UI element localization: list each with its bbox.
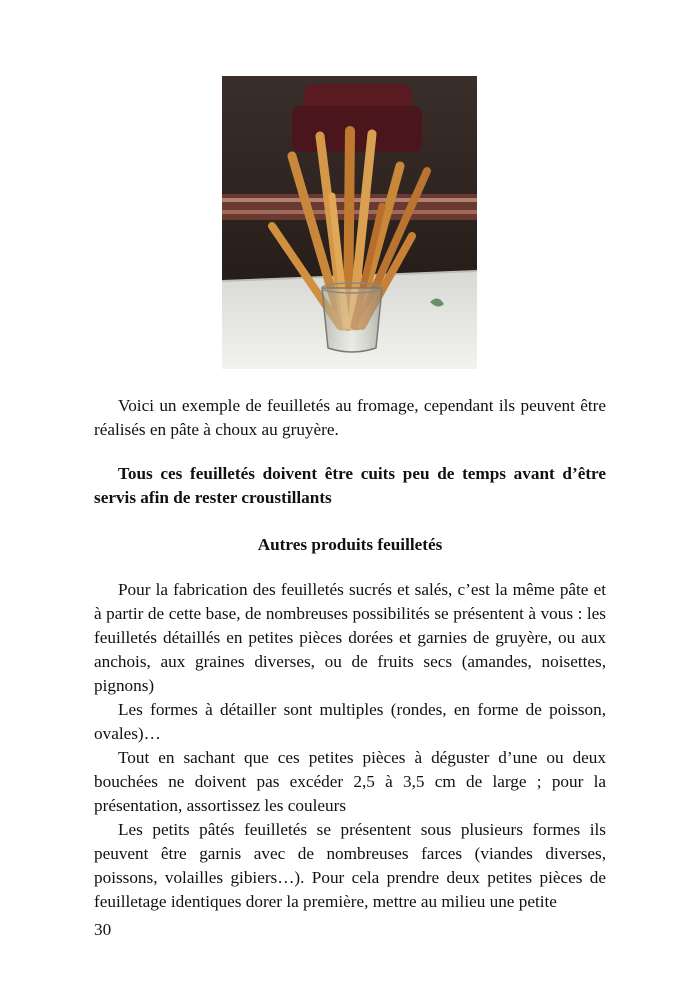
intro-paragraph: Voici un exemple de feuilletés au fromage, cependant ils peuvent être réalisés en pâte à choux au gruyère.: [94, 396, 606, 439]
paragraph: Pour la fabrication des feuilletés sucrés et salés, c’est la même pâte et à partir de cette base, de nombreuses possibilités se présentent à vous : les feuilletés détaillés en petites pièces dorées et garnies de gruyère, ou aux anchois, aux graines diverses, ou de fruits secs (amandes, noisettes, pignons): [94, 580, 606, 695]
paragraph: Les formes à détailler sont multiples (rondes, en forme de poisson, ovales)…: [94, 700, 606, 743]
paragraph: Les petits pâtés feuilletés se présentent sous plusieurs formes ils peuvent être garnis avec de nombreuses farces (viandes diverses, poissons, volailles gibiers…). Pour cela prendre deux petites pièces de feuilletage identiques dorer la première, mettre au milieu une petite: [94, 820, 606, 911]
section-title: Autres produits feuilletés: [257, 535, 443, 554]
page-number: 30: [94, 920, 112, 939]
bold-note: Tous ces feuilletés doivent être cuits peu de temps avant d’être servis afin de rester croustillants: [94, 464, 606, 507]
body-paragraphs: [94, 578, 606, 914]
photo-illustration: [222, 76, 477, 369]
paragraph: Tout en sachant que ces petites pièces à déguster d’une ou deux bouchées ne doivent pas excéder 2,5 à 3,5 cm de large ; pour la présentation, assortissez les couleurs: [94, 748, 606, 815]
cheese-straws-photo: [222, 76, 477, 369]
